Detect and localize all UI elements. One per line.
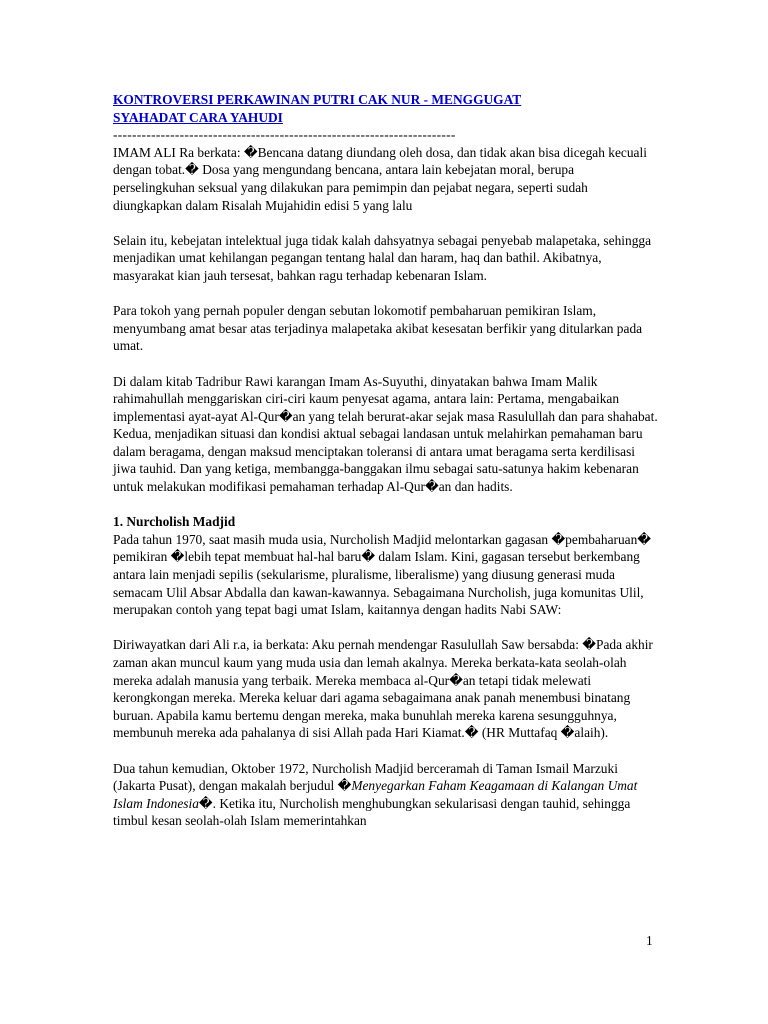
paragraph-7-end: �. Ketika itu, Nurcholish menghubungkan sekularisasi dengan tauhid, sehingga timbul kesan seolah-olah Islam memerintahkan [113,795,631,829]
paragraph-5: Pada tahun 1970, saat masih muda usia, Nurcholish Madjid melontarkan gagasan �pembaharuan� pemikiran �lebih tepat membuat hal-hal baru� dalam Islam. Kini, gagasan tersebut berkembang antara lain menjadi sepilis (sekularisme, pluralisme, liberalisme) yang diusung generasi muda semacam Ulil Absar Abdalla dan kawan-kawannya. Sebagaimana Nurcholish, juga komunitas Ulil, merupakan contoh yang tepat bagi umat Islam, kaitannya dengan hadits Nabi SAW: [113,531,652,618]
page-number: 1 [646,933,653,948]
paragraph-7 [113,760,658,830]
paragraph-2: Selain itu, kebejatan intelektual juga tidak kalah dahsyatnya sebagai penyebab malapetaka, sehingga menjadikan umat kehilangan pegangan tentang halal dan haram, haq dan bathil. Akibatnya, masyarakat kian jauh tersesat, bahkan ragu terhadap kebenaran Islam. [113,232,652,283]
separator-rule: ------------------------------------------------------------------------ [113,127,456,143]
paper-title-italic: Menyegarkan Faham Keagamaan di Kalangan Umat Islam Indonesia [113,778,638,811]
paragraph-3: Para tokoh yang pernah populer dengan sebutan lokomotif pembaharuan pemikiran Islam, menyumbang amat besar atas terjadinya malapetaka akibat kesesatan berfikir yang ditularkan pada umat. [113,303,643,354]
document-page [113,91,658,830]
paragraph-6: Diriwayatkan dari Ali r.a, ia berkata: Aku pernah mendengar Rasulullah Saw bersabda: �Pada akhir zaman akan muncul kaum yang muda usia dan lemah akalnya. Mereka berkata-kata seolah-olah mereka adalah manusia yang terbaik. Mereka membaca al-Qur�an tetapi tidak melewati kerongkongan mereka. Mereka keluar dari agama sebagaimana anak panah menembusi binatang buruan. Apabila kamu bertemu dengan mereka, maka bunuhlah mereka karena sesungguhnya, membunuh mereka ada pahalanya di sisi Allah pada Hari Kiamat.� (HR Muttafaq �alaih). [113,637,653,741]
paragraph-7-start: Dua tahun kemudian, Oktober 1972, Nurcholish Madjid berceramah di Taman Ismail Marzuki (Jakarta Pusat), dengan makalah berjudul � [113,760,618,794]
document-title[interactable]: KONTROVERSI PERKAWINAN PUTRI CAK NUR - MENGGUGAT SYAHADAT CARA YAHUDI [113,92,522,125]
paragraph-4: Di dalam kitab Tadribur Rawi karangan Imam As-Suyuthi, dinyatakan bahwa Imam Malik rahimahullah menggariskan ciri-ciri kaum penyesat agama, antara lain: Pertama, mengabaikan implementasi ayat-ayat Al-Qur�an yang telah berurat-akar sejak masa Rasulullah dan para shahabat. Kedua, menjadikan situasi dan kondisi aktual sebagai landasan untuk melahirkan pemahaman baru dalam beragama, dengan maksud menciptakan toleransi di antara umat beragama serta kerdilisasi jiwa tauhid. Dan yang ketiga, membangga-banggakan ilmu sebagai satu-satunya hakim kebenaran untuk melakukan modifikasi pemahaman terhadap Al-Qur�an dan hadits. [113,373,658,495]
paragraph-1: IMAM ALI Ra berkata: �Bencana datang diundang oleh dosa, dan tidak akan bisa dicegah kecuali dengan tobat.� Dosa yang mengundang bencana, antara lain kebejatan moral, berupa perselingkuhan seksual yang dilakukan para pemimpin dan pejabat negara, seperti sudah diungkapkan dalam Risalah Mujahidin edisi 5 yang lalu [113,144,647,213]
section-heading: 1. Nurcholish Madjid [113,514,236,530]
